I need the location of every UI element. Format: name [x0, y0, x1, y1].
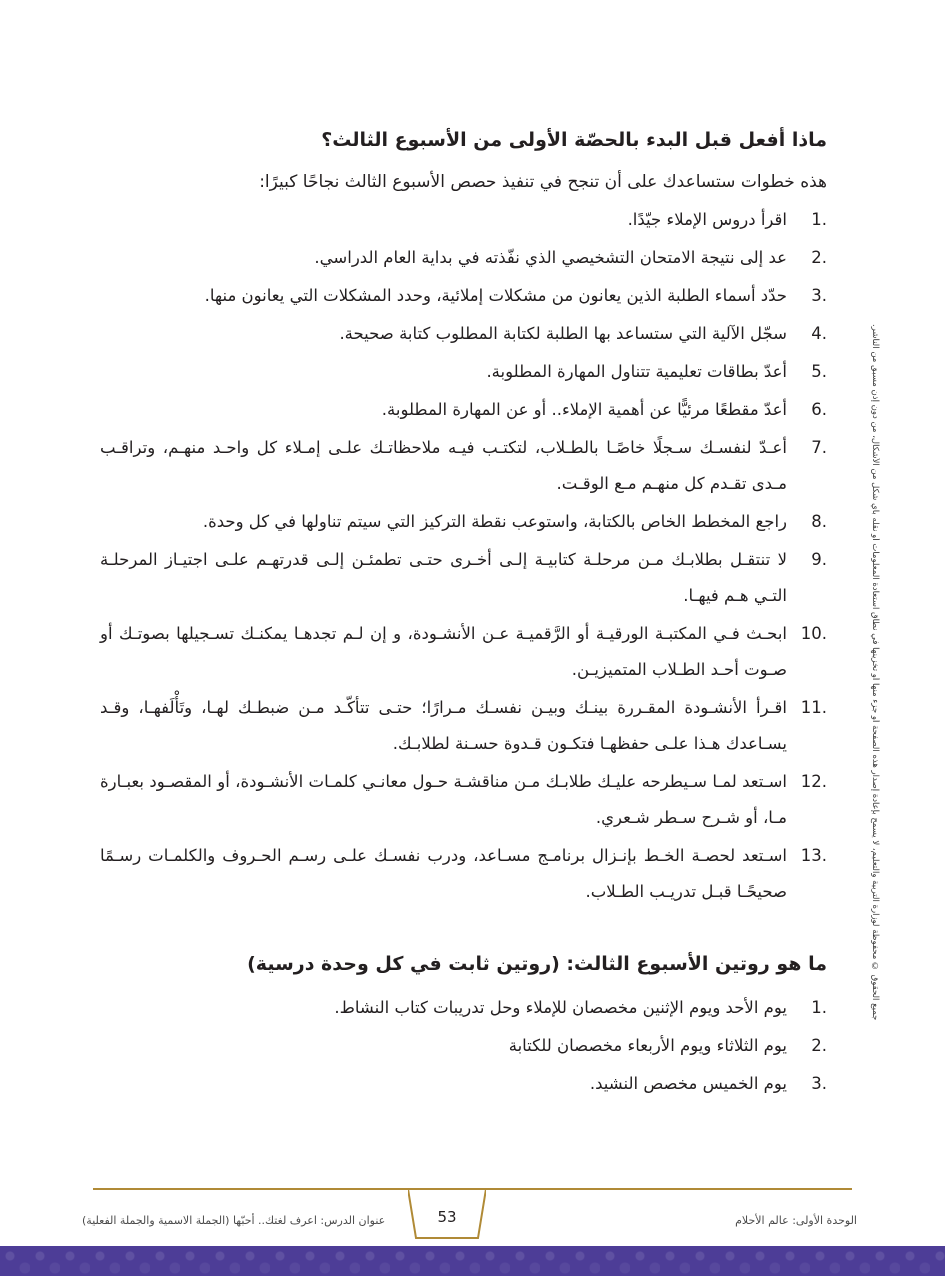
page-content: [100, 124, 827, 1104]
item-text: يوم الثلاثاء ويوم الأربعاء مخصصان للكتابة: [508, 1036, 787, 1055]
list-item: [100, 838, 827, 910]
section1-intro: هذه خطوات ستساعدك على أن تنجح في تنفيذ حصص الأسبوع الثالث نجاحًا كبيرًا:: [259, 172, 827, 192]
item-text: اقـرأ الأنشـودة المقـررة بينـك وبيـن نفسـك مـرارًا؛ حتـى تتأكّـد مـن ضبطـك لهـا، وتَأْلَفهـا، وقـد يسـاعدك هـذا علـى حفظهـا فتكـون قـدوة حسـنة لطلابـك.: [100, 698, 787, 753]
item-number: 2.: [811, 1036, 827, 1055]
list-item: [100, 542, 827, 614]
item-number: 3.: [811, 1074, 827, 1093]
list-item: [100, 316, 827, 352]
item-number: 9.: [811, 550, 827, 569]
list-item: [100, 990, 827, 1026]
list-item: [100, 616, 827, 688]
item-number: 6.: [811, 400, 827, 419]
item-number: 12.: [800, 772, 827, 791]
list-item: [100, 430, 827, 502]
list-item: [100, 1028, 827, 1064]
copyright-side-note: جميع الحقوق © محفوظة لوزارة التربية والتعليم، لا يسمح بإعادة إصدار هذه الصفحة أو جزء منها أو تخزينها في نطاق استعادة المعلومات أو نقله بأي شكل من الأشكال، من دون إذن مسبق من الناشر.: [870, 323, 880, 1020]
item-number: 4.: [811, 324, 827, 343]
item-number: 1.: [811, 998, 827, 1017]
item-number: 5.: [811, 362, 827, 381]
list-item: [100, 240, 827, 276]
item-number: 8.: [811, 512, 827, 531]
section2: [100, 948, 827, 1102]
section2-heading: ما هو روتين الأسبوع الثالث: (روتين ثابت في كل وحدة درسية): [247, 953, 827, 975]
section1-list: [100, 202, 827, 910]
item-text: أعدّ مقطعًا مرئيًّا عن أهمية الإملاء.. أو عن المهارة المطلوبة.: [381, 400, 787, 419]
item-text: اقرأ دروس الإملاء جيّدًا.: [627, 210, 787, 229]
section2-list: [100, 990, 827, 1102]
item-number: 7.: [811, 438, 827, 457]
item-text: أعدّ بطاقات تعليمية تتناول المهارة المطلوبة.: [486, 362, 787, 381]
item-text: يوم الأحد ويوم الإثنين مخصصان للإملاء وحل تدريبات كتاب النشاط.: [334, 998, 787, 1017]
list-item: [100, 504, 827, 540]
list-item: [100, 278, 827, 314]
item-text: حدّد أسماء الطلبة الذين يعانون من مشكلات إملائية، وحدد المشكلات التي يعانون منها.: [204, 286, 787, 305]
item-text: ابحـث فـي المكتبـة الورقيـة أو الرَّقميـة عـن الأنشـودة، و إن لـم تجدهـا يمكنـك تسـجيلها بصوتـك أو صـوت أحـد الطـلاب المتميزيـن.: [100, 624, 787, 679]
item-number: 3.: [811, 286, 827, 305]
list-item: [100, 354, 827, 390]
item-number: 2.: [811, 248, 827, 267]
list-item: [100, 202, 827, 238]
item-number: 11.: [800, 698, 827, 717]
item-text: يوم الخميس مخصص النشيد.: [589, 1074, 787, 1093]
bottom-decorative-band: [0, 1246, 945, 1276]
item-text: أعـدّ لنفسـك سـجلًا خاصًـا بالطـلاب، لتكتـب فيـه ملاحظاتـك علـى إمـلاء كل واحـد منهـم، وتراقـب مـدى تقـدم كل منهـم مـع الوقـت.: [100, 438, 787, 493]
item-number: 1.: [811, 210, 827, 229]
section1-heading: ماذا أفعل قبل البدء بالحصّة الأولى من الأسبوع الثالث؟: [321, 129, 827, 151]
item-number: 13.: [800, 846, 827, 865]
footer-lesson-title: عنوان الدرس: اعرف لغتك.. أحبّها (الجملة الاسمية والجملة الفعلية): [82, 1214, 386, 1227]
item-text: راجع المخطط الخاص بالكتابة، واستوعب نقطة التركيز التي سيتم تناولها في كل وحدة.: [202, 512, 787, 531]
item-text: اسـتعد لحصـة الخـط بإنـزال برنامـج مسـاعد، ودرب نفسـك علـى رسـم الحـروف والكلمـات رسـمًا صحيحًـا قبـل تدريـب الطـلاب.: [100, 846, 787, 901]
list-item: [100, 1066, 827, 1102]
page-number: 53: [437, 1208, 457, 1226]
item-number: 10.: [800, 624, 827, 643]
item-text: اسـتعد لمـا سـيطرحه عليـك طلابـك مـن مناقشـة حـول معانـي كلمـات الأنشـودة، أو المقصـود بعبـارة مـا، أو شـرح سـطر شـعري.: [100, 772, 787, 827]
item-text: عد إلى نتيجة الامتحان التشخيصي الذي نفّذته في بداية العام الدراسي.: [314, 248, 787, 267]
item-text: لا تنتقـل بطلابـك مـن مرحلـة كتابيـة إلـى أخـرى حتـى تطمئـن إلـى قدرتهـم علـى اجتيـاز المرحلـة التـي هـم فيهـا.: [100, 550, 787, 605]
item-text: سجّل الآلية التي ستساعد بها الطلبة لكتابة المطلوب كتابة صحيحة.: [339, 324, 787, 343]
list-item: [100, 392, 827, 428]
list-item: [100, 690, 827, 762]
list-item: [100, 764, 827, 836]
footer-unit-title: الوحدة الأولى: عالم الأحلام: [735, 1214, 857, 1227]
